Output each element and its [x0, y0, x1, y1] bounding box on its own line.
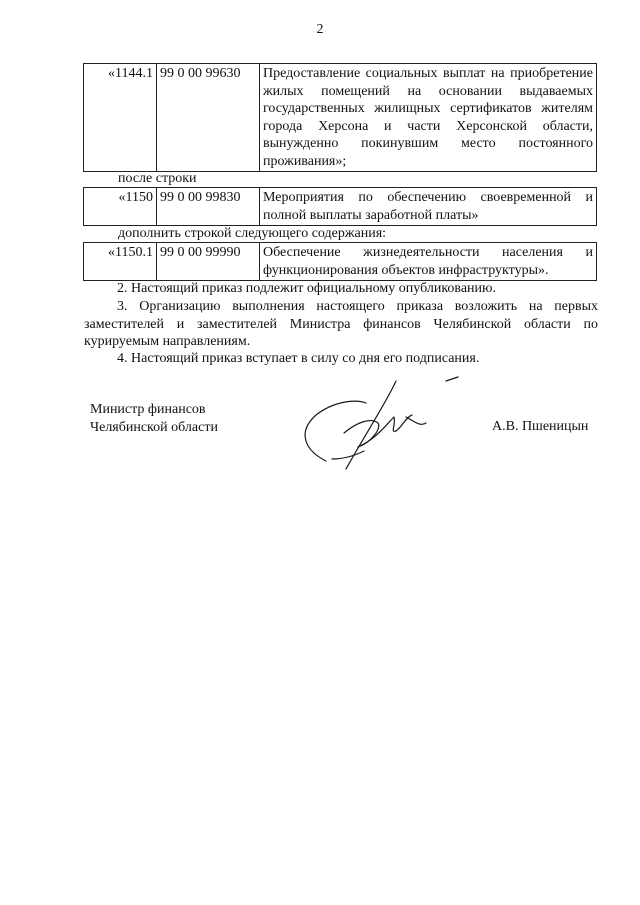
code-cell: 99 0 00 99630: [157, 64, 260, 172]
signatory-position-line-2: Челябинской области: [90, 420, 218, 435]
code-cell: 99 0 00 99990: [157, 243, 260, 281]
handwritten-signature: [286, 373, 486, 483]
supplement-line-text: дополнить строкой следующего содержания:: [118, 226, 387, 241]
row-number-cell: «1150: [84, 188, 157, 226]
table-row: [84, 243, 597, 281]
description-cell: Предоставление социальных выплат на приобретение жилых помещений на основании выдаваемых государственных жилищных сертификатов жителям города Херсона и части Херсонской области, вынужденно покинувшим место постоянного проживания»;: [260, 64, 597, 172]
table-fragment-1150-1: [83, 242, 597, 281]
row-number-cell: «1150.1: [84, 243, 157, 281]
signatory-position-line-1: Министр финансов: [90, 402, 206, 417]
page-number: 2: [316, 22, 324, 37]
after-line-text: после строки: [118, 171, 197, 186]
signatory-name: А.В. Пшеницын: [492, 419, 589, 434]
table-row: [84, 64, 597, 172]
table-fragment-1150: [83, 187, 597, 226]
description-cell: Мероприятия по обеспечению своевременной и полной выплаты заработной платы»: [260, 188, 597, 226]
table-fragment-1144-1: [83, 63, 597, 172]
table-row: [84, 188, 597, 226]
paragraph-2: 2. Настоящий приказ подлежит официальному опубликованию.: [117, 281, 496, 296]
code-cell: 99 0 00 99830: [157, 188, 260, 226]
paragraph-4: 4. Настоящий приказ вступает в силу со дня его подписания.: [117, 351, 480, 366]
row-number-cell: «1144.1: [84, 64, 157, 172]
paragraph-3: 3. Организацию выполнения настоящего приказа возложить на первых заместителей и заместителей Министра финансов Челябинской области по курируемым направлениям.: [84, 299, 598, 349]
signatory-position: [90, 401, 218, 437]
description-cell: Обеспечение жизнедеятельности населения и функционирования объектов инфраструктуры».: [260, 243, 597, 281]
